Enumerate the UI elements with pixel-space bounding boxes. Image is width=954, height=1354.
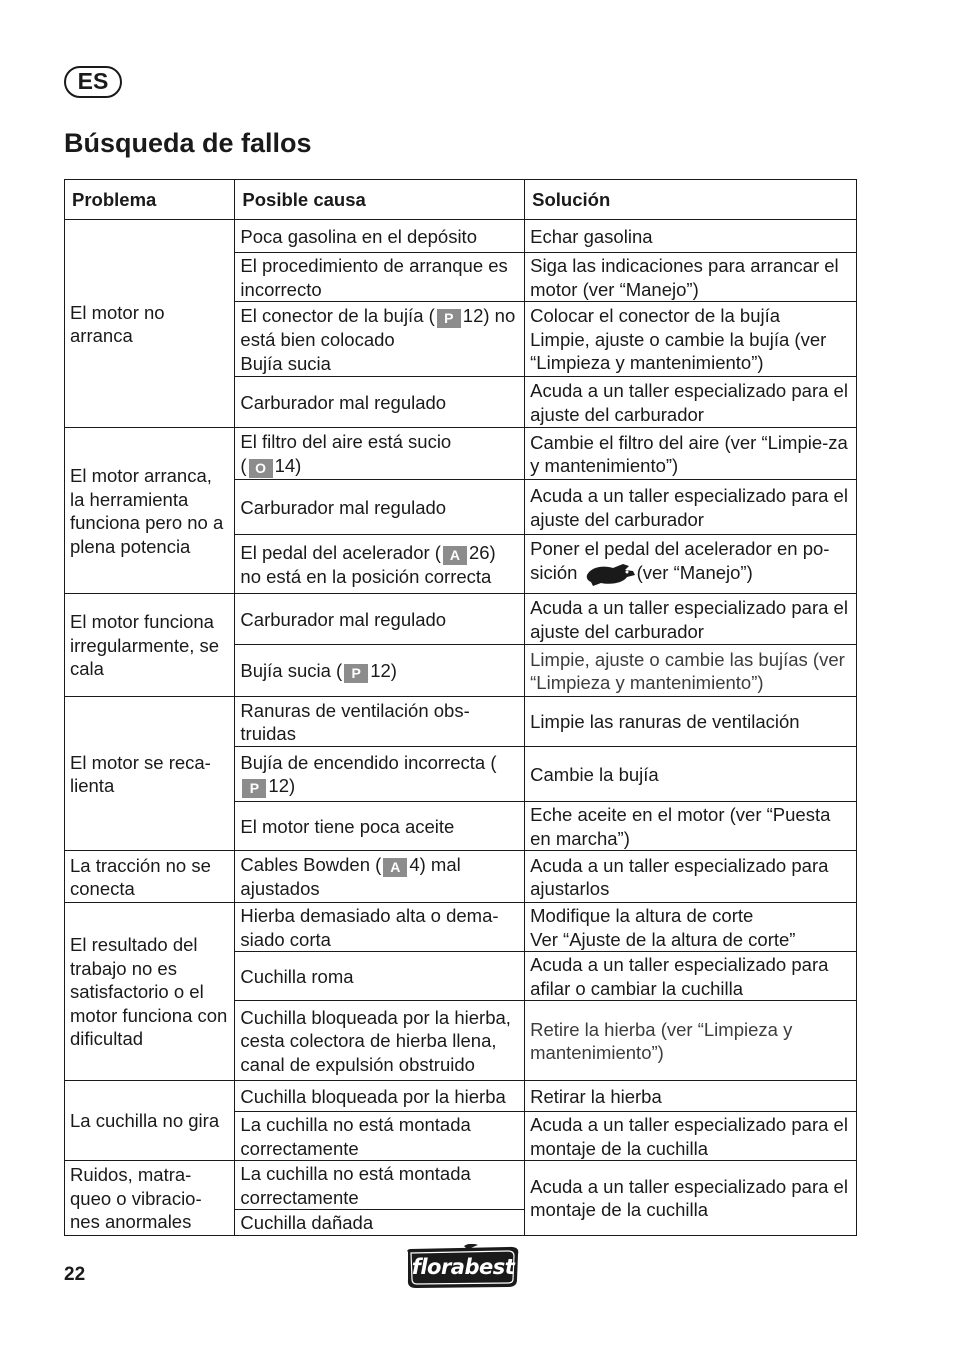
figure-ref-badge: A	[383, 858, 407, 877]
cause-cell: El motor tiene poca aceite	[235, 802, 525, 851]
table-row	[65, 1081, 857, 1112]
cause-cell	[235, 645, 525, 697]
table-row	[65, 594, 857, 645]
cause-text: 12)	[370, 660, 397, 681]
cause-text: Bujía sucia	[240, 352, 331, 374]
cause-text: 4) mal ajustados	[240, 854, 461, 900]
figure-ref-badge: P	[437, 309, 461, 328]
cause-cell: Carburador mal regulado	[235, 594, 525, 645]
solution-text: Colocar el conector de la bujía	[530, 305, 781, 327]
cause-cell: El procedimiento de arranque es incorrecto	[235, 253, 525, 302]
cause-cell: La cuchilla no está montada correctamente	[235, 1112, 525, 1161]
table-row	[65, 428, 857, 480]
brand-logo	[404, 1244, 522, 1290]
table-row	[65, 903, 857, 952]
solution-cell: Limpie, ajuste o cambie las bujías (ver “Limpieza y mantenimiento”)	[525, 645, 857, 697]
figure-ref-badge: P	[242, 779, 266, 798]
cause-cell: Cuchilla roma	[235, 952, 525, 1001]
solution-cell: Acuda a un taller especializado para afilar o cambiar la cuchilla	[525, 952, 857, 1001]
cause-cell: Poca gasolina en el depósito	[235, 220, 525, 253]
cause-text: Bujía de encendido incorrecta (	[240, 751, 497, 773]
solution-cell: Siga las indicaciones para arrancar el motor (ver “Manejo”)	[525, 253, 857, 302]
solution-cell: Cambie el filtro del aire (ver “Limpie-za y mantenimiento”)	[525, 428, 857, 480]
solution-cell: Acuda a un taller especializado para el montaje de la cuchilla	[525, 1161, 857, 1236]
solution-cell: Acuda a un taller especializado para el ajuste del carburador	[525, 480, 857, 535]
cause-cell: Carburador mal regulado	[235, 377, 525, 428]
cause-text: 14)	[274, 454, 302, 476]
solution-cell: Eche aceite en el motor (ver “Puesta en marcha”)	[525, 802, 857, 851]
cause-cell: Carburador mal regulado	[235, 480, 525, 535]
cause-cell: Ranuras de ventilación obs-truidas	[235, 697, 525, 747]
problem-cell: El motor no arranca	[65, 220, 235, 428]
table-row	[65, 851, 857, 903]
table-header-row	[65, 180, 857, 220]
cause-cell: Cuchilla dañada	[235, 1210, 525, 1236]
problem-cell: El motor se reca-lienta	[65, 697, 235, 851]
cause-text: 26) no está en la posición correcta	[240, 541, 496, 587]
solution-cell: Cambie la bujía	[525, 747, 857, 802]
cause-text: 12)	[268, 775, 296, 797]
cause-cell	[235, 535, 525, 594]
cause-cell	[235, 747, 525, 802]
solution-cell: Acuda a un taller especializado para el ajuste del carburador	[525, 377, 857, 428]
problem-cell: Ruidos, matra-queo o vibracio-nes anormales	[65, 1161, 235, 1236]
table-row	[65, 697, 857, 747]
solution-text: Modifique la altura de corte	[530, 905, 754, 926]
solution-text: (ver “Manejo”)	[636, 561, 753, 583]
cause-text: El pedal del acelerador (	[240, 541, 441, 563]
problem-cell: El motor arranca, la herramienta funciona pero no a plena potencia	[65, 428, 235, 594]
cause-cell: La cuchilla no está montada correctamente	[235, 1161, 525, 1210]
figure-ref-badge: P	[344, 664, 368, 683]
solution-cell: Retirar la hierba	[525, 1081, 857, 1112]
solution-cell: Acuda a un taller especializado para el montaje de la cuchilla	[525, 1112, 857, 1161]
cause-text: 12) no está bien colocado	[240, 305, 516, 350]
cause-cell: Cuchilla bloqueada por la hierba	[235, 1081, 525, 1112]
solution-cell	[525, 302, 857, 377]
solution-cell: Acuda a un taller especializado para ajustarlos	[525, 851, 857, 903]
solution-cell: Limpie las ranuras de ventilación	[525, 697, 857, 747]
hare-speed-icon	[583, 561, 637, 593]
brand-name: florabest	[411, 1255, 515, 1279]
cause-cell: Hierba demasiado alta o dema-siado corta	[235, 903, 525, 952]
cause-text: El conector de la bujía (	[240, 305, 435, 326]
header-problem: Problema	[65, 180, 235, 220]
header-cause: Posible causa	[235, 180, 525, 220]
solution-cell	[525, 903, 857, 952]
solution-cell: Acuda a un taller especializado para el ajuste del carburador	[525, 594, 857, 645]
header-solution: Solución	[525, 180, 857, 220]
cause-cell: Cuchilla bloqueada por la hierba, cesta colectora de hierba llena, canal de expulsión obstruido	[235, 1001, 525, 1081]
solution-cell: Echar gasolina	[525, 220, 857, 253]
table-row	[65, 220, 857, 253]
page-number: 22	[64, 1264, 86, 1285]
troubleshooting-table	[64, 179, 857, 1236]
cause-text: Cables Bowden (	[240, 854, 382, 876]
cause-cell: El filtro del aire está sucio ( O 14)	[235, 428, 525, 480]
table-row	[65, 1161, 857, 1210]
problem-cell: El motor funciona irregularmente, se cala	[65, 594, 235, 697]
problem-cell: La tracción no se conecta	[65, 851, 235, 903]
cause-text: Bujía sucia (	[240, 660, 343, 681]
language-badge: ES	[64, 66, 122, 98]
figure-ref-badge: A	[443, 546, 467, 565]
solution-cell	[525, 535, 857, 594]
solution-cell: Retire la hierba (ver “Limpieza y mantenimiento”)	[525, 1001, 857, 1081]
problem-cell: El resultado del trabajo no es satisfactorio o el motor funciona con dificultad	[65, 903, 235, 1081]
cause-cell	[235, 302, 525, 377]
solution-text: Poner el pedal del acelerador en po-sición	[530, 538, 830, 583]
cause-text: El filtro del aire está sucio	[240, 431, 452, 453]
cause-cell	[235, 851, 525, 903]
page-title: Búsqueda de fallos	[64, 128, 312, 158]
solution-text: Ver “Ajuste de la altura de corte”	[530, 928, 796, 950]
figure-ref-badge: O	[249, 459, 273, 478]
solution-text: Limpie, ajuste o cambie la bujía (ver “Limpieza y mantenimiento”)	[530, 328, 827, 374]
problem-cell: La cuchilla no gira	[65, 1081, 235, 1161]
